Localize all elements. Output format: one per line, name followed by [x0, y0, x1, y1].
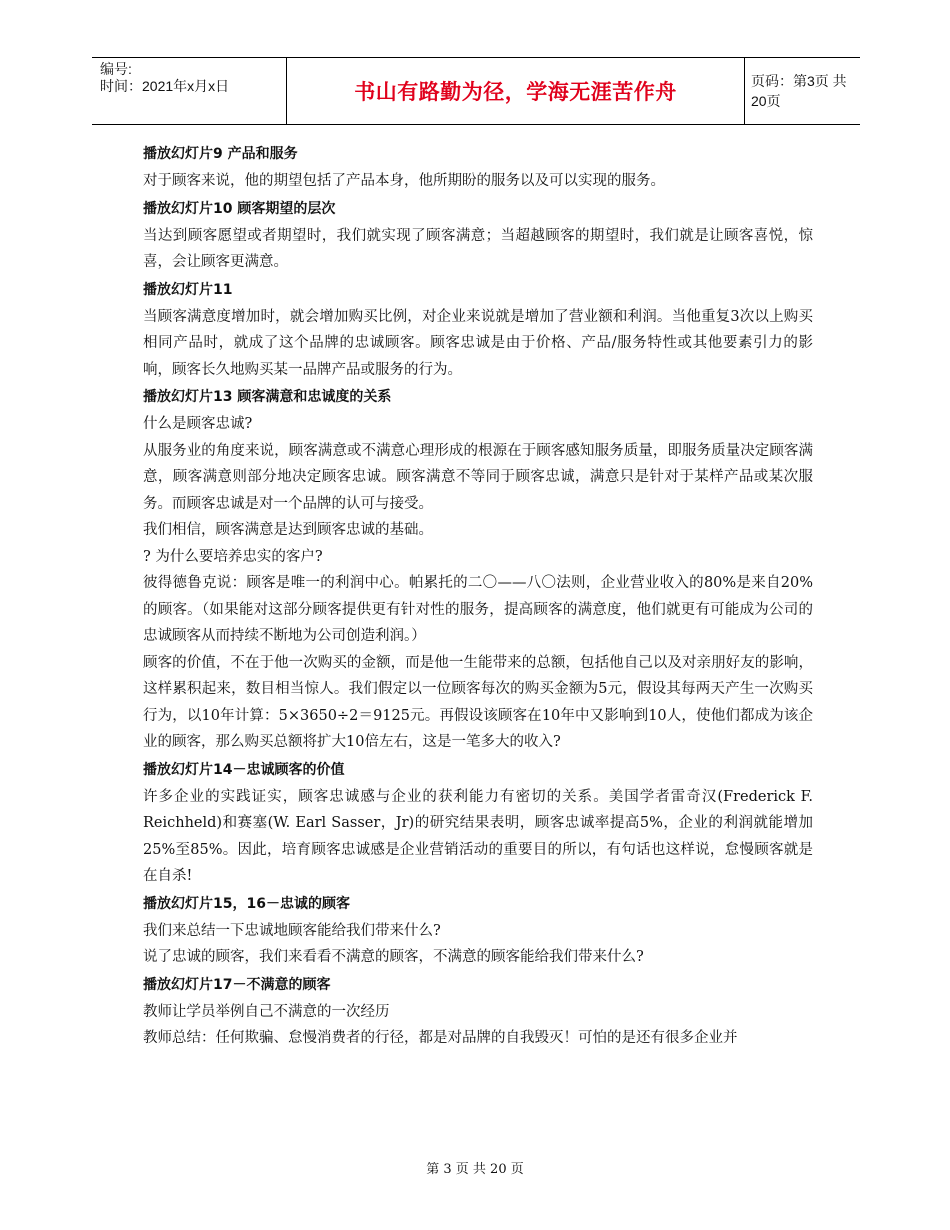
body-paragraph: 当达到顾客愿望或者期望时，我们就实现了顾客满意；当超越顾客的期望时，我们就是让顾客喜悦，惊喜，会让顾客更满意。 — [143, 227, 813, 270]
page-footer: 第 3 页 共 20 页 — [426, 1162, 524, 1177]
document-body — [143, 140, 813, 1052]
body-paragraph: 彼得德鲁克说：顾客是唯一的利润中心。帕累托的二〇——八〇法则，企业营业收入的80%是来自20%的顾客。（如果能对这部分顾客提供更有针对性的服务，提高顾客的满意度，他们就更有可能成为公司的忠诚顾客从而持续不断地为公司创造利润。） — [143, 575, 813, 644]
body-paragraph: 什么是顾客忠诚? — [143, 416, 253, 432]
section-heading: 播放幻灯片14－忠诚顾客的价值 — [143, 761, 345, 778]
body-paragraph: 我们来总结一下忠诚地顾客能给我们带来什么? — [143, 922, 441, 939]
section-heading: 播放幻灯片11 — [143, 281, 233, 298]
section-heading: 播放幻灯片13 顾客满意和忠诚度的关系 — [143, 389, 392, 405]
header-page-number: 页码：第3页 共20页 — [751, 73, 847, 109]
document-number-label: 编号: — [100, 61, 132, 77]
document-date-label: 时间：2021年x月x日 — [100, 78, 230, 94]
body-paragraph: 说了忠诚的顾客，我们来看看不满意的顾客，不满意的顾客能给我们带来什么? — [143, 949, 644, 965]
header-meta — [92, 58, 286, 124]
body-paragraph: 我们相信，顾客满意是达到顾客忠诚的基础。 — [143, 522, 433, 538]
section-heading: 播放幻灯片10 顾客期望的层次 — [143, 200, 336, 217]
section-heading: 播放幻灯片9 产品和服务 — [143, 146, 298, 162]
body-paragraph: 教师让学员举例自己不满意的一次经历 — [143, 1003, 390, 1020]
body-paragraph: 教师总结：任何欺骗、怠慢消费者的行径，都是对品牌的自我毁灭！可怕的是还有很多企业并 — [143, 1030, 738, 1046]
body-paragraph: 顾客的价值，不在于他一次购买的金额，而是他一生能带来的总额，包括他自己以及对亲朋好友的影响，这样累积起来，数目相当惊人。我们假定以一位顾客每次的购买金额为5元，假设其每两天产生一次购买行为，以10年计算：5×3650÷2＝9125元。再假设该顾客在10年中又影响到10人，使他们都成为该企业的顾客，那么购买总额将扩大10倍左右，这是一笔多大的收入? — [143, 654, 813, 750]
body-paragraph: 从服务业的角度来说，顾客满意或不满意心理形成的根源在于顾客感知服务质量，即服务质量决定顾客满意，顾客满意则部分地决定顾客忠诚。顾客满意不等同于顾客忠诚，满意只是针对于某样产品或某次服务。而顾客忠诚是对一个品牌的认可与接受。 — [143, 442, 813, 512]
body-paragraph: 对于顾客来说，他的期望包括了产品本身，他所期盼的服务以及可以实现的服务。 — [143, 173, 665, 189]
section-heading: 播放幻灯片17－不满意的顾客 — [143, 976, 331, 993]
header-motto: 书山有路勤为径，学海无涯苦作舟 — [286, 58, 745, 124]
body-paragraph: 当顾客满意度增加时，就会增加购买比例，对企业来说就是增加了营业额和利润。当他重复3次以上购买相同产品时，就成了这个品牌的忠诚顾客。顾客忠诚是由于价格、产品/服务特性或其他要素引力的影响，顾客长久地购买某一品牌产品或服务的行为。 — [143, 308, 813, 378]
body-paragraph: 许多企业的实践证实，顾客忠诚感与企业的获利能力有密切的关系。美国学者雷奇汉(Frederick F. Reichheld)和赛塞(W. Earl Sasser，Jr)的研究结果表明，顾客忠诚率提高5%，企业的利润就能增加25%至85%。因此，培育顾客忠诚感是企业营销活动的重要目的所以，有句话也这样说，怠慢顾客就是在自杀! — [143, 788, 813, 884]
page-header — [92, 57, 860, 125]
section-heading: 播放幻灯片15，16－忠诚的顾客 — [143, 895, 350, 912]
body-paragraph: ? 为什么要培养忠实的客户? — [143, 548, 323, 565]
